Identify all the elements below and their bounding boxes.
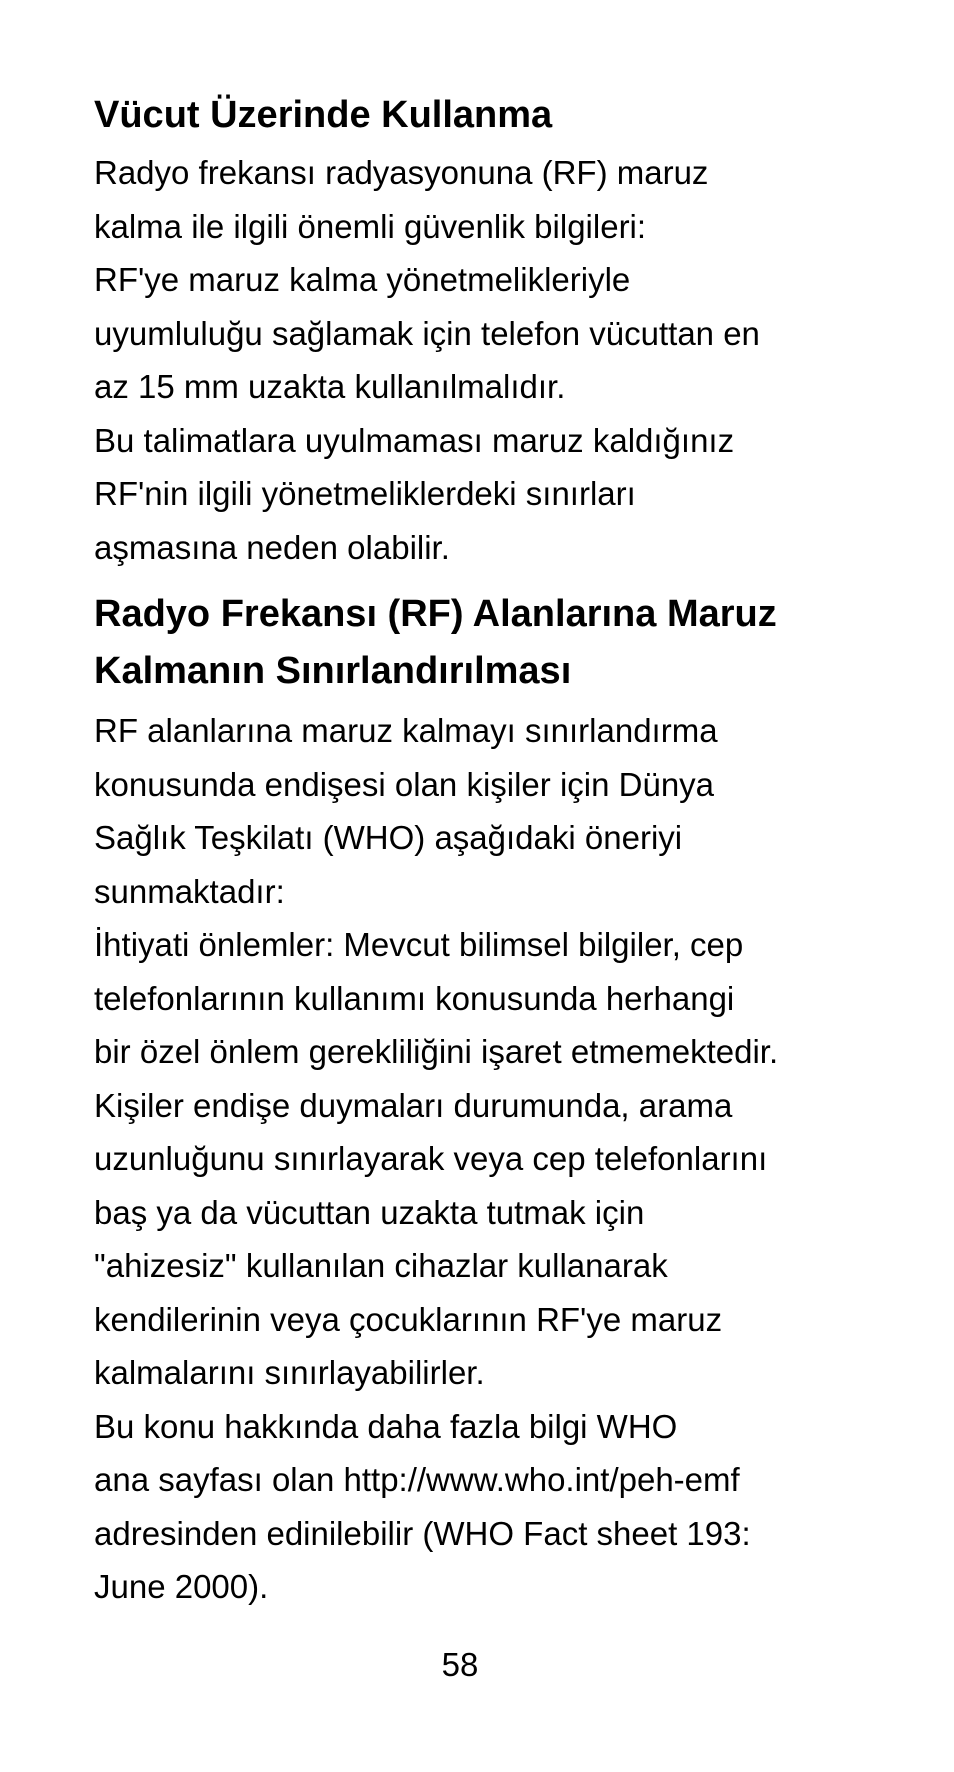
- text-line: ana sayfası olan http://www.who.int/peh-emf: [94, 1461, 740, 1498]
- text-line: Radyo frekansı radyasyonuna (RF) maruz: [94, 154, 709, 191]
- text-line: sunmaktadır:: [94, 872, 285, 910]
- heading-line: Kalmanın Sınırlandırılması: [94, 650, 572, 692]
- section-heading-body-worn-use: Vücut Üzerinde Kullanma: [94, 94, 553, 136]
- section-heading-rf-exposure-limiting: [94, 586, 924, 700]
- text-line: RF alanlarına maruz kalmayı sınırlandırma: [94, 712, 718, 749]
- text-line: aşmasına neden olabilir.: [94, 528, 450, 566]
- text-line: uyumluluğu sağlamak için telefon vücuttan en: [94, 314, 760, 352]
- text-line: İhtiyati önlemler: Mevcut bilimsel bilgiler, cep: [94, 926, 744, 963]
- text-line: adresinden edinilebilir (WHO Fact sheet 193:: [94, 1514, 751, 1552]
- text-line: kendilerinin veya çocuklarının RF'ye maruz: [94, 1300, 723, 1338]
- text-line: Bu konu hakkında daha fazla bilgi WHO: [94, 1407, 678, 1445]
- text-line: baş ya da vücuttan uzakta tutmak için: [94, 1193, 645, 1231]
- text-line: uzunluğunu sınırlayarak veya cep telefonlarını: [94, 1140, 768, 1177]
- text-line: telefonlarının kullanımı konusunda herhangi: [94, 979, 735, 1017]
- text-line: RF'ye maruz kalma yönetmelikleriyle: [94, 261, 631, 298]
- text-line: bir özel önlem gerekliliğini işaret etmemektedir.: [94, 1033, 779, 1070]
- text-line: kalma ile ilgili önemli güvenlik bilgileri:: [94, 207, 647, 245]
- document-page: [94, 88, 924, 1614]
- section-body-body-worn-use: [94, 146, 924, 574]
- text-line: Sağlık Teşkilatı (WHO) aşağıdaki öneriyi: [94, 819, 683, 856]
- text-line: Kişiler endişe duymaları durumunda, arama: [94, 1086, 733, 1124]
- text-line: "ahizesiz" kullanılan cihazlar kullanarak: [94, 1247, 668, 1284]
- section-body-rf-exposure-limiting: [94, 704, 924, 1614]
- text-line: June 2000).: [94, 1568, 269, 1605]
- text-line: az 15 mm uzakta kullanılmalıdır.: [94, 368, 566, 405]
- text-line: kalmalarını sınırlayabilirler.: [94, 1354, 485, 1391]
- text-line: Bu talimatlara uyulmaması maruz kaldığınız: [94, 421, 735, 459]
- text-line: RF'nin ilgili yönetmeliklerdeki sınırları: [94, 475, 636, 512]
- page-number: 58: [441, 1646, 479, 1683]
- heading-line: Radyo Frekansı (RF) Alanlarına Maruz: [94, 593, 777, 635]
- text-line: konusunda endişesi olan kişiler için Dünya: [94, 765, 715, 803]
